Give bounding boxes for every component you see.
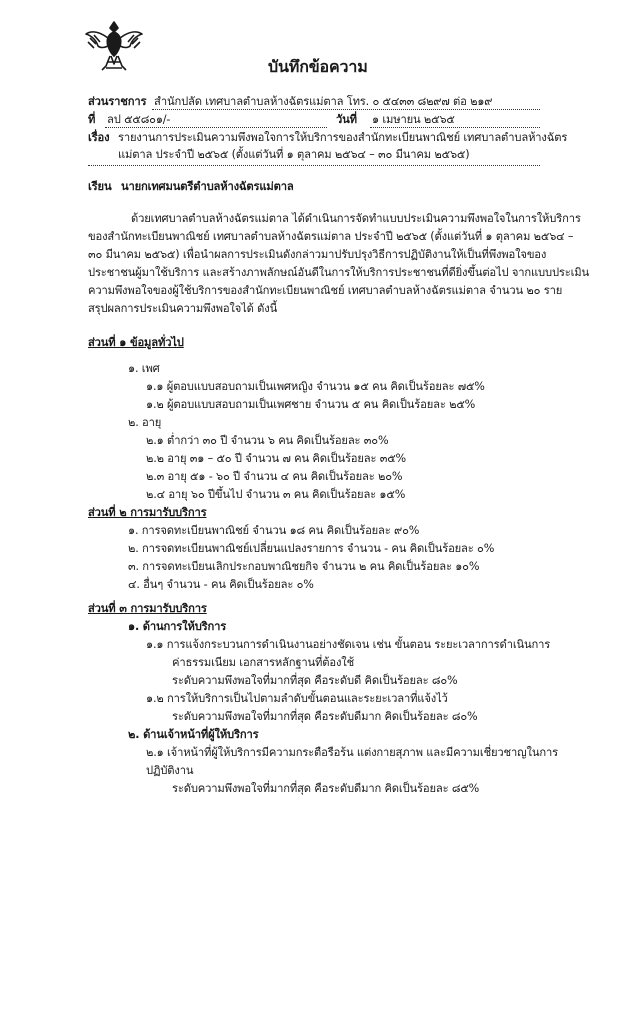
sec1-line: ระดับความพึงพอใจที่มากที่สุด คือระดับดีมาก คิดเป็นร้อยละ ๘๐% [172,710,478,723]
intro-line: ของสำนักทะเบียนพาณิชย์ เทศบาลตำบลห้างฉัตรแม่ตาล ประจำปี ๒๕๖๕ (ตั้งแต่วันที่ ๑ ตุลาคม ๒๕๖๔ – [88,230,574,243]
sec1-line: ระดับความพึงพอใจที่มากที่สุด คือระดับดี คิดเป็นร้อยละ ๘๐% [172,674,458,687]
memo-title: บันทึกข้อความ [268,57,368,76]
intro-line: ความพึงพอใจของผู้ใช้บริการของสำนักทะเบียนพาณิชย์ เทศบาลตำบลห้างฉัตรแม่ตาล จำนวน ๒๐ ราย [88,284,563,297]
to-label: เรียน [88,180,112,193]
sec2-label: ๒. ด้านเจ้าหน้าที่ผู้ให้บริการ [128,728,259,741]
age-label: ๒. อายุ [128,416,162,429]
sec1-line: ๑.๑ การแจ้งกระบวนการดำเนินงานอย่างชัดเจน เช่น ขั้นตอน ระยะเวลาการดำเนินการ [146,638,551,651]
ref-label: ที่ [88,113,96,126]
to-value: นายกเทศมนตรีตำบลห้างฉัตรแม่ตาล [121,180,294,193]
dept-value: สำนักปลัด เทศบาลตำบลห้างฉัตรแม่ตาล โทร. ๐ ๕๔๓๓ ๘๒๙๗ ต่อ ๒๑๙ [154,95,493,108]
sec1-line: ค่าธรรมเนียม เอกสารหลักฐานที่ต้องใช้ [172,656,355,669]
subject-underline [88,165,540,166]
service-item: ๔. อื่นๆ จำนวน - คน คิดเป็นร้อยละ ๐% [128,578,314,591]
dept-underline [152,109,540,110]
intro-line: ด้วยเทศบาลตำบลห้างฉัตรแม่ตาล ได้ดำเนินการจัดทำแบบประเมินความพึงพอใจในการให้บริการ [131,212,581,225]
part1-heading: ส่วนที่ ๑ ข้อมูลทั่วไป [88,336,184,349]
gender-item: ๑.๑ ผู้ตอบแบบสอบถามเป็นเพศหญิง จำนวน ๑๕ คน คิดเป็นร้อยละ ๗๕% [146,380,485,393]
sec2-line: ปฏิบัติงาน [146,764,194,777]
service-item: ๒. การจดทะเบียนพาณิชย์เปลี่ยนแปลงรายการ จำนวน - คน คิดเป็นร้อยละ ๐% [128,542,495,555]
gender-label: ๑. เพศ [128,362,160,375]
age-item: ๒.๑ ต่ำกว่า ๓๐ ปี จำนวน ๖ คน คิดเป็นร้อยละ ๓๐% [146,434,389,447]
age-item: ๒.๔ อายุ ๖๐ ปีขึ้นไป จำนวน ๓ คน คิดเป็นร้อยละ ๑๕% [146,488,406,501]
part2-heading: ส่วนที่ ๒ การมารับบริการ [88,506,207,519]
date-underline [370,127,540,128]
date-value: ๑ เมษายน ๒๕๖๕ [372,113,455,126]
subject-line-2: แม่ตาล ประจำปี ๒๕๖๕ (ตั้งแต่วันที่ ๑ ตุลาคม ๒๕๖๔ – ๓๐ มีนาคม ๒๕๖๕) [118,148,470,161]
sec2-line: ๒.๑ เจ้าหน้าที่ผู้ให้บริการมีความกระตือรือร้น แต่งกายสุภาพ และมีความเชี่ยวชาญในการ [146,746,558,759]
sec1-line: ๑.๒ การให้บริการเป็นไปตามลำดับขั้นตอนและระยะเวลาที่แจ้งไว้ [146,692,448,705]
subject-label: เรื่อง [88,131,110,144]
service-item: ๑. การจดทะเบียนพาณิชย์ จำนวน ๑๘ คน คิดเป็นร้อยละ ๙๐% [128,524,420,537]
intro-line: ๓๐ มีนาคม ๒๕๖๕) เพื่อนำผลการประเมินดังกล่าวมาปรับปรุงวิธีการปฏิบัติงานให้เป็นที่พึงพอใจของ [88,248,547,261]
subject-line-1: รายงานการประเมินความพึงพอใจการให้บริการของสำนักทะเบียนพาณิชย์ เทศบาลตำบลห้างฉัตร [118,131,568,144]
part3-heading: ส่วนที่ ๓ การมารับบริการ [88,602,207,615]
age-item: ๒.๓ อายุ ๕๑ - ๖๐ ปี จำนวน ๔ คน คิดเป็นร้อยละ ๒๐% [146,470,403,483]
dept-label: ส่วนราชการ [88,95,147,108]
age-item: ๒.๒ อายุ ๓๑ – ๕๐ ปี จำนวน ๗ คน คิดเป็นร้อยละ ๓๕% [146,452,407,465]
ref-underline [105,127,327,128]
date-label: วันที่ [336,113,357,126]
ref-value: ลป ๕๕๘๐๑/- [107,113,171,126]
service-item: ๓. การจดทะเบียนเลิกประกอบพาณิชยกิจ จำนวน ๒ คน คิดเป็นร้อยละ ๑๐% [128,560,480,573]
intro-line: ประชาชนผู้มาใช้บริการ และสร้างภาพลักษณ์อันดีในการให้บริการประชาชนที่ดียิ่งขึ้นต่อไป จากแบบประเมิน [88,266,590,279]
sec2-line: ระดับความพึงพอใจที่มากที่สุด คือระดับดีมาก คิดเป็นร้อยละ ๘๕% [172,782,480,795]
garuda-emblem-icon [84,18,144,74]
gender-item: ๑.๒ ผู้ตอบแบบสอบถามเป็นเพศชาย จำนวน ๕ คน คิดเป็นร้อยละ ๒๕% [146,398,476,411]
sec1-label: ๑. ด้านการให้บริการ [128,620,227,633]
intro-line: สรุปผลการประเมินความพึงพอใจได้ ดังนี้ [88,302,278,315]
